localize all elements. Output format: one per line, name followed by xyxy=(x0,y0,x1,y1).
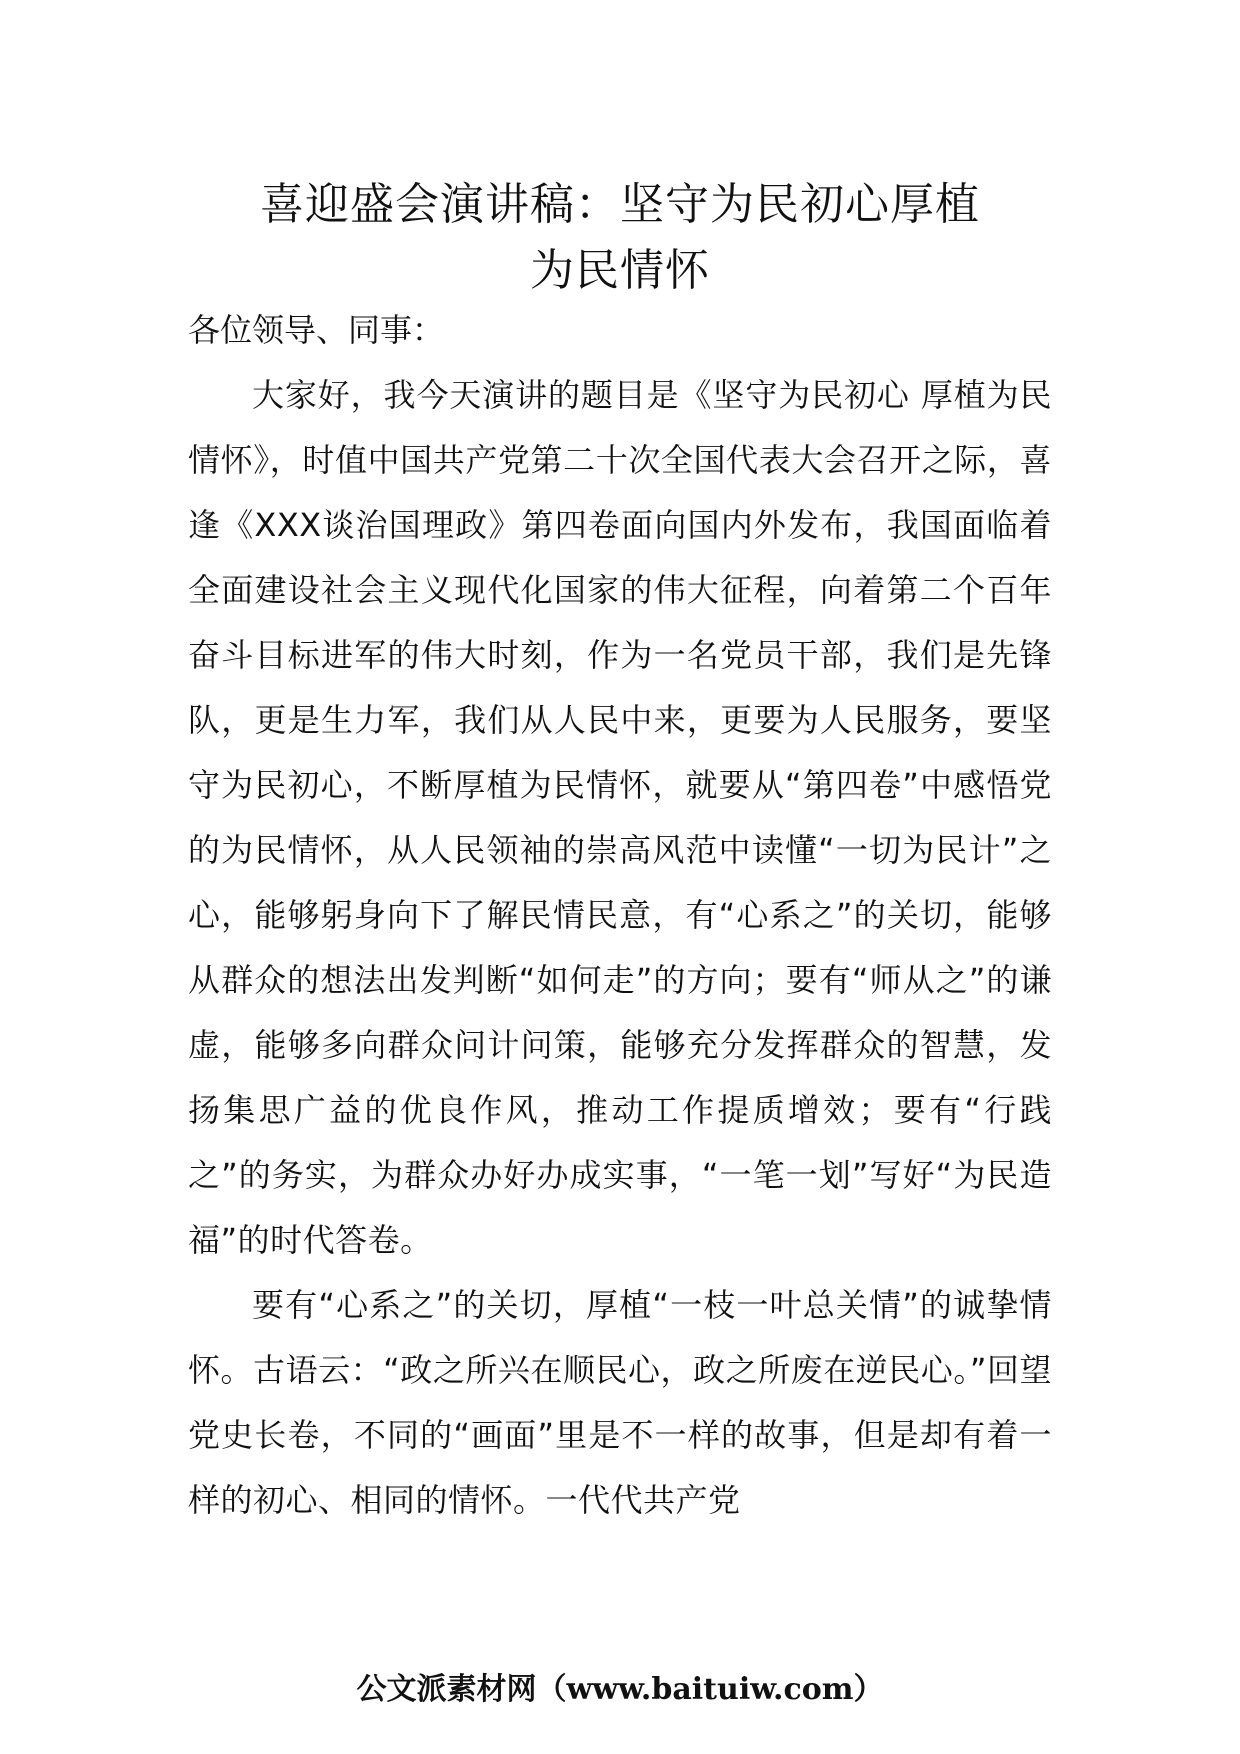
title-line-1: 喜迎盛会演讲稿：坚守为民初心厚植 xyxy=(260,179,980,230)
salutation: 各位领导、同事： xyxy=(188,311,445,349)
document-body xyxy=(188,298,1052,1533)
paragraph-2: 要有“心系之”的关切，厚植“一枝一叶总关情”的诚挚情怀。古语云：“政之所兴在顺民心，政之所废在逆民心。”回望党史长卷，不同的“画面”里是不一样的故事，但是却有着一样的初心、相同的情怀。一代代共产党 xyxy=(188,1286,1052,1519)
paragraph-1: 大家好，我今天演讲的题目是《坚守为民初心 厚植为民情怀》，时值中国共产党第二十次全国代表大会召开之际，喜逢《XXX谈治国理政》第四卷面向国内外发布，我国面临着全面建设社会主义现代化国家的伟大征程，向着第二个百年奋斗目标进军的伟大时刻，作为一名党员干部，我们是先锋队，更是生力军，我们从人民中来，更要为人民服务，要坚守为民初心，不断厚植为民情怀，就要从“第四卷”中感悟党的为民情怀，从人民领袖的崇高风范中读懂“一切为民计”之心，能够躬身向下了解民情民意，有“心系之”的关切，能够从群众的想法出发判断“如何走”的方向；要有“师从之”的谦虚，能够多向群众问计问策，能够充分发挥群众的智慧，发扬集思广益的优良作风，推动工作提质增效；要有“行践之”的务实，为群众办好办成实事，“一笔一划”写好“为民造福”的时代答卷。 xyxy=(188,376,1052,1259)
footer-source: 公文派素材网（www.baituiw.com） xyxy=(356,1672,884,1707)
document-title xyxy=(160,172,1080,304)
title-line-2: 为民情怀 xyxy=(530,245,710,296)
